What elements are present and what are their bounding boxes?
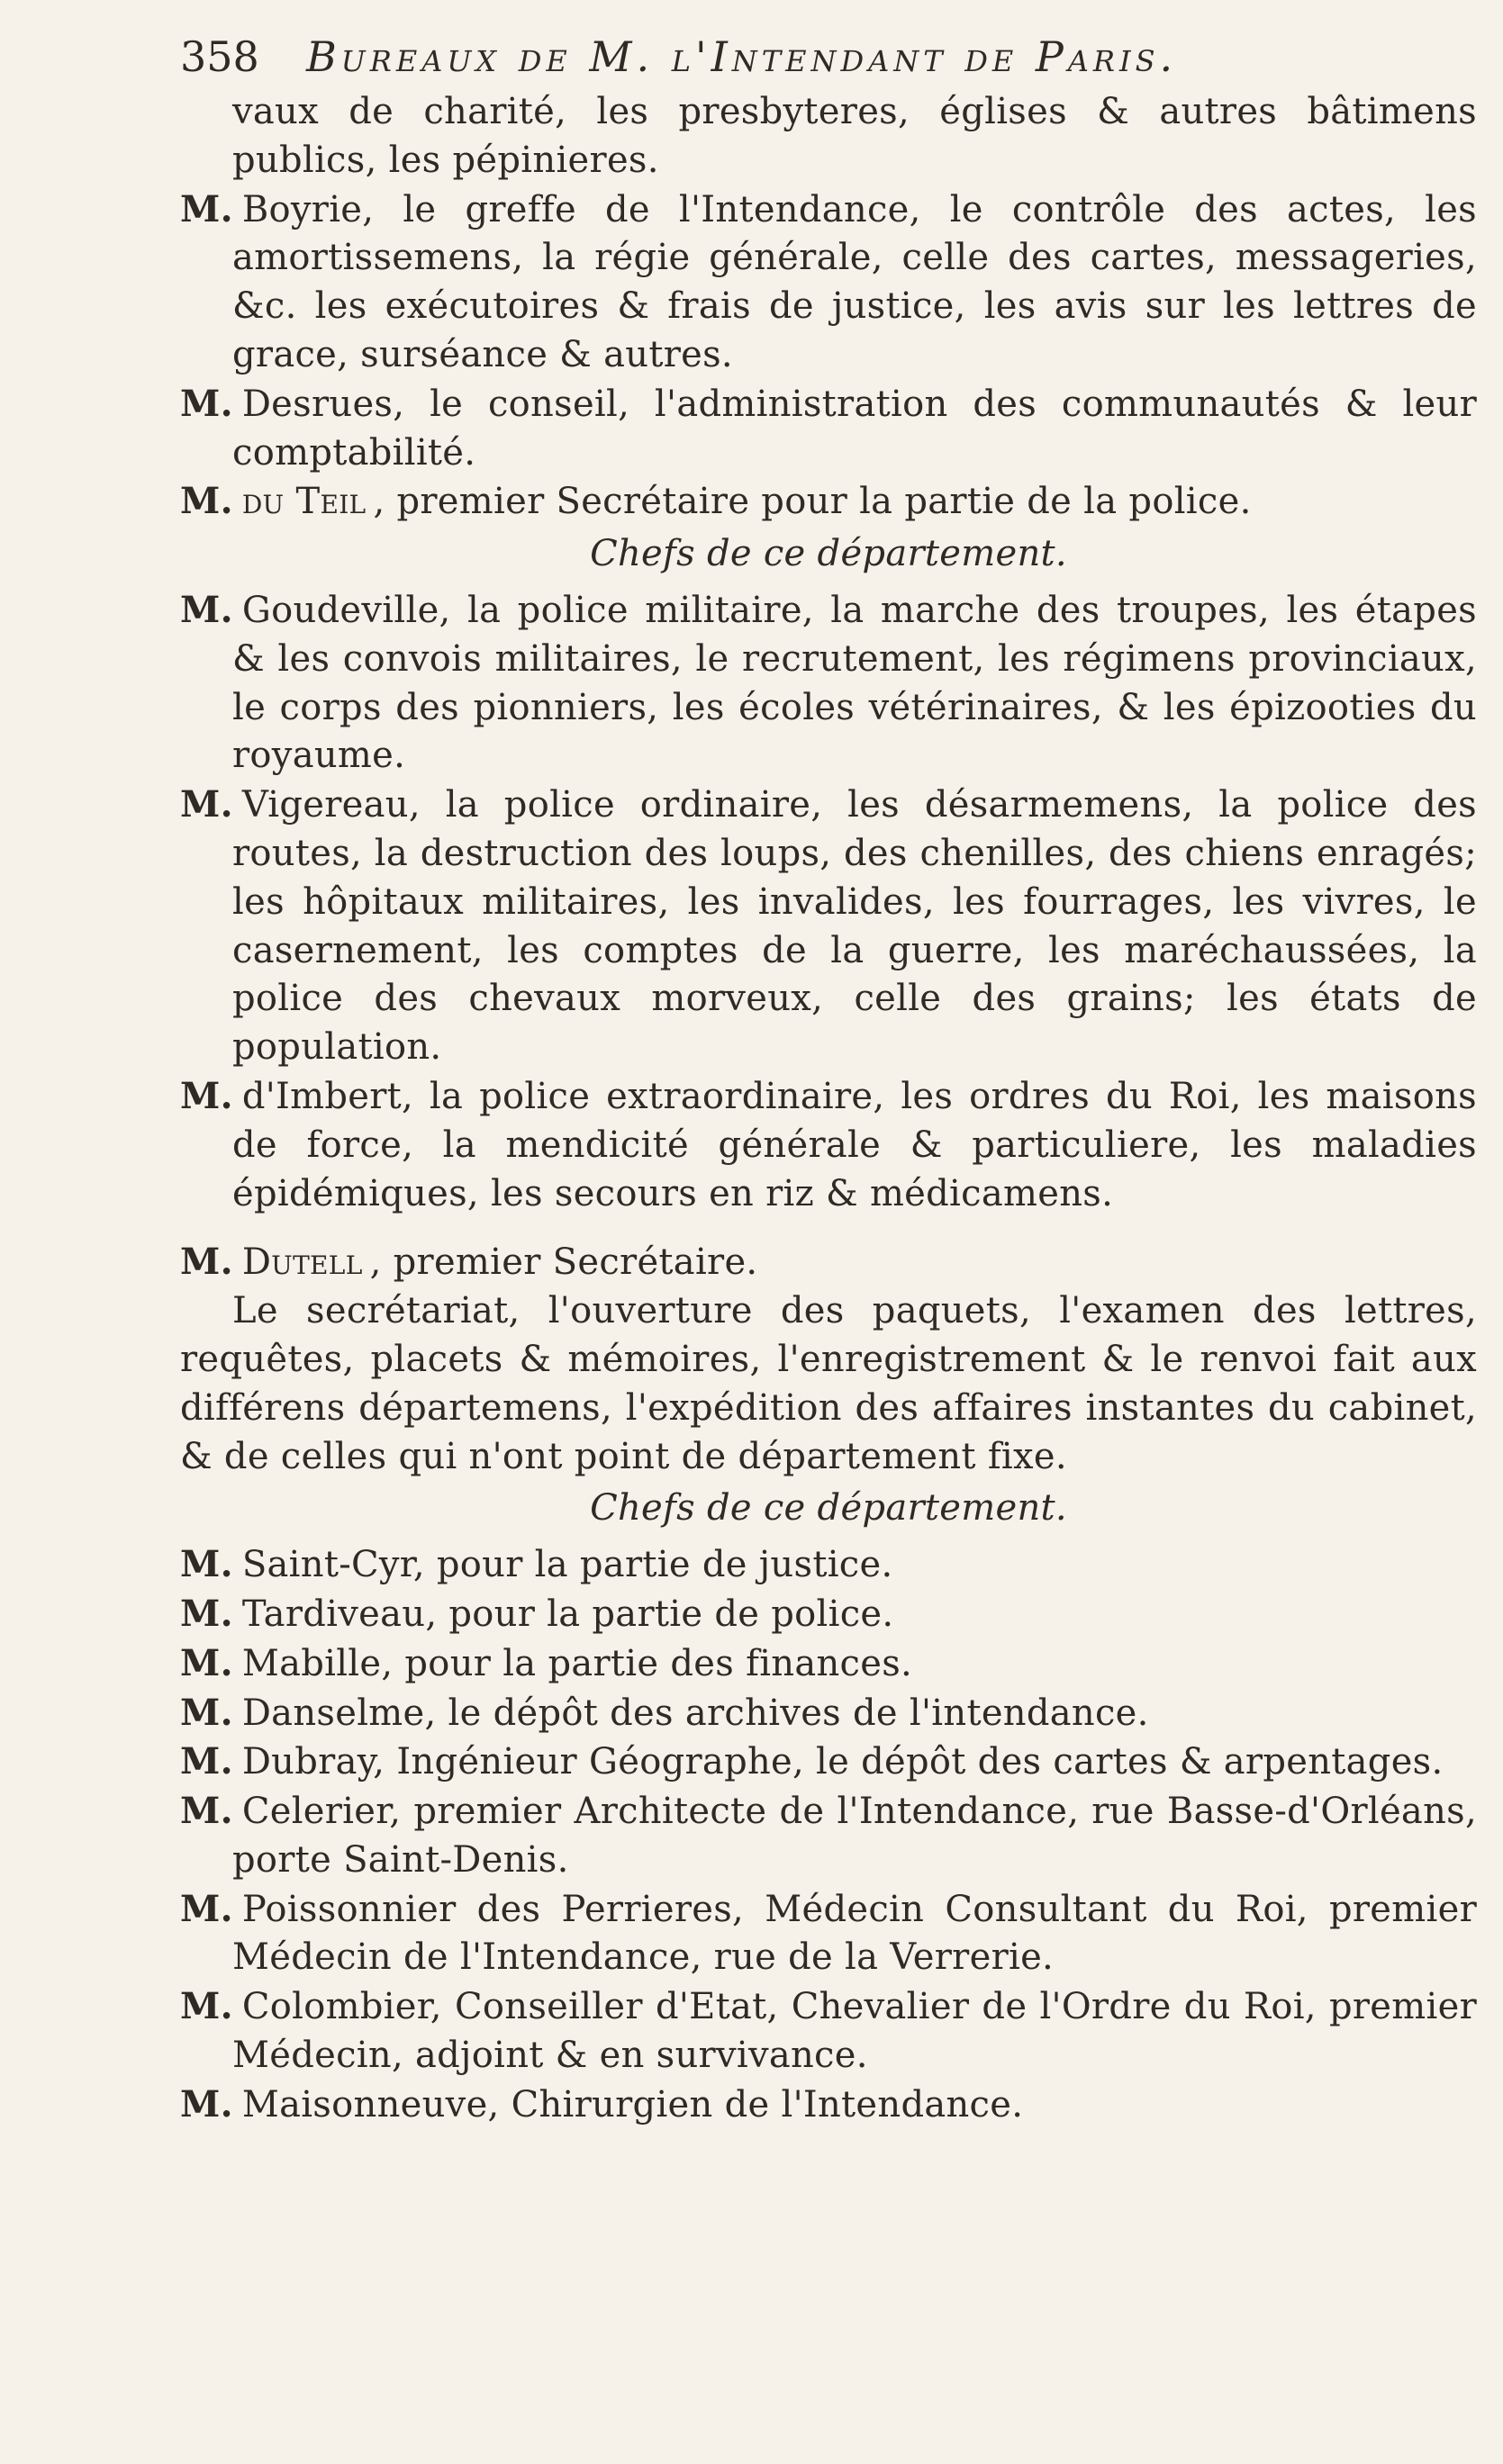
entry-tardiveau: [180, 1590, 1477, 1639]
entry-prefix: M.: [180, 1790, 233, 1833]
entry-danselme: [180, 1689, 1477, 1738]
page-number: 358: [180, 32, 259, 81]
entry-text: Poissonnier des Perrieres, Médecin Consultant du Roi, premier Médecin de l'Intendance, rue de la Verrerie.: [232, 1888, 1477, 1979]
entry-text: Danselme, le dépôt des archives de l'intendance.: [241, 1692, 1149, 1734]
entry-prefix: M.: [180, 187, 233, 230]
paragraph-text: Le secrétariat, l'ouverture des paquets, l'examen des lettres, requêtes, placets & mémoires, l'enregistrement & le renvoi fait aux différens départemens, l'expédition des affaires instantes du cabinet, & de celles qui n'ont point de département fixe.: [180, 1290, 1477, 1477]
entry-text: Vigereau, la police ordinaire, les désarmemens, la police des routes, la destruction des loups, des chenilles, des chiens enragés; les hôpitaux militaires, les invalides, les fourrages, les vivres, le casernement, les comptes de la guerre, les maréchaussées, la police des chevaux morveux, celle des grains; les états de population.: [232, 784, 1477, 1069]
paragraph-continuation: [180, 88, 1477, 185]
entry-goudeville: [180, 586, 1477, 781]
entry-prefix: M.: [180, 1740, 233, 1783]
entry-dubray: [180, 1737, 1477, 1787]
entry-prefix: M.: [180, 588, 233, 631]
entry-prefix: M.: [180, 1641, 233, 1684]
entry-text: , premier Secrétaire pour la partie de la police.: [373, 481, 1252, 523]
entry-text: Boyrie, le greffe de l'Intendance, le contrôle des actes, les amortissemens, la régie générale, celle des cartes, messageries, &c. les exécutoires & frais de justice, les avis sur les lettres de grace, surséance & autres.: [232, 188, 1477, 375]
entry-celerier: [180, 1787, 1477, 1885]
entry-dutell: [180, 1238, 1477, 1287]
entry-prefix: M.: [180, 1543, 233, 1586]
entry-vigereau: [180, 781, 1477, 1072]
entry-desrues: [180, 380, 1477, 478]
entry-mabille: [180, 1639, 1477, 1689]
entry-prefix: M.: [180, 1691, 233, 1734]
entry-poissonnier: [180, 1885, 1477, 1983]
entry-prefix: M.: [180, 1074, 233, 1117]
entry-text: Celerier, premier Architecte de l'Intendance, rue Basse-d'Orléans, porte Saint-Denis.: [232, 1791, 1477, 1881]
dutell-description: [180, 1287, 1477, 1481]
running-title: Bureaux de M. l'Intendant de Paris.: [306, 32, 1178, 81]
spacer: [180, 1218, 1477, 1238]
entry-maisonneuve: [180, 2080, 1477, 2130]
entry-title: , premier Secrétaire.: [369, 1241, 758, 1284]
entry-text: Tardiveau, pour la partie de police.: [241, 1593, 894, 1635]
section-heading: Chefs de ce département.: [590, 1487, 1067, 1530]
entry-text: Dubray, Ingénieur Géographe, le dépôt des cartes & arpentages.: [241, 1741, 1444, 1783]
entry-text: Colombier, Conseiller d'Etat, Chevalier de l'Ordre du Roi, premier Médecin, adjoint & en survivance.: [232, 1986, 1477, 2077]
entry-du-teil: [180, 477, 1477, 527]
entry-text: Goudeville, la police militaire, la marche des troupes, les étapes & les convois militaires, le recrutement, les régimens provinciaux, le corps des pionniers, les écoles vétérinaires, & les épizooties du royaume.: [232, 589, 1477, 777]
entry-text: Desrues, le conseil, l'administration des communautés & leur comptabilité.: [232, 383, 1477, 474]
entry-prefix: M.: [180, 1985, 233, 2028]
page-header: [180, 25, 1477, 88]
entry-prefix: M.: [180, 382, 233, 425]
entry-prefix: M.: [180, 1241, 233, 1284]
entry-text: Saint-Cyr, pour la partie de justice.: [241, 1544, 893, 1586]
page-body: [180, 88, 1477, 2130]
entry-prefix: M.: [180, 1887, 233, 1930]
entry-prefix: M.: [180, 480, 233, 523]
entry-name: du Teil: [241, 481, 367, 523]
entry-text: d'Imbert, la police extraordinaire, les ordres du Roi, les maisons de force, la mendicité générale & particuliere, les maladies épidémiques, les secours en riz & médicamens.: [232, 1075, 1477, 1214]
section-heading: Chefs de ce département.: [590, 533, 1067, 575]
entry-name: Dutell: [241, 1241, 363, 1284]
entry-prefix: M.: [180, 783, 233, 826]
paragraph-text: vaux de charité, les presbyteres, églises & autres bâtimens publics, les pépinieres.: [232, 91, 1477, 181]
entry-imbert: [180, 1072, 1477, 1218]
entry-text: Maisonneuve, Chirurgien de l'Intendance.: [241, 2083, 1024, 2126]
entry-text: Mabille, pour la partie des finances.: [241, 1642, 913, 1684]
entry-prefix: M.: [180, 2082, 233, 2126]
entry-saint-cyr: [180, 1540, 1477, 1590]
entry-boyrie: [180, 185, 1477, 380]
entry-colombier: [180, 1982, 1477, 2080]
entry-prefix: M.: [180, 1592, 233, 1635]
